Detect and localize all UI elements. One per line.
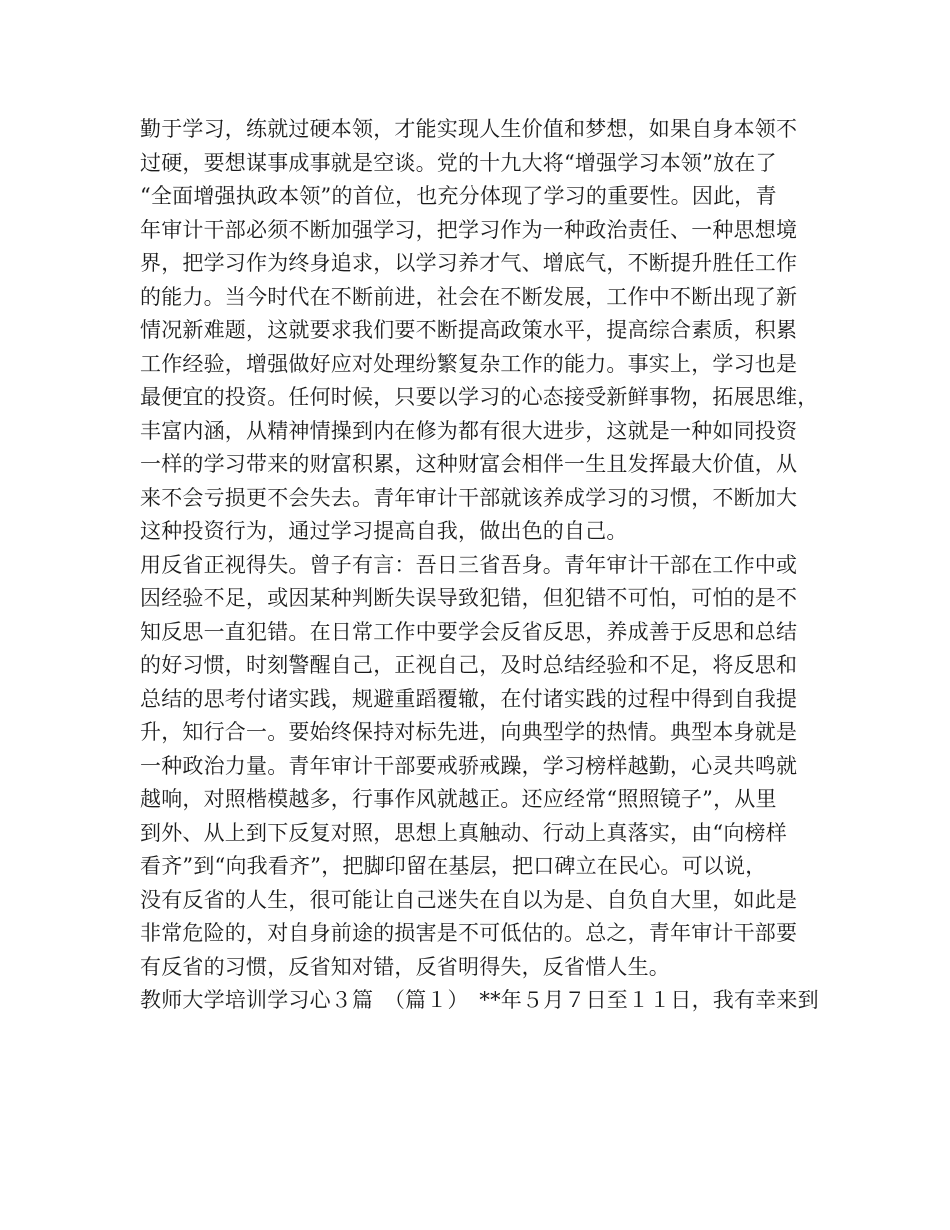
text-line: 非常危险的，对自身前途的损害是不可低估的。总之，青年审计干部要	[140, 921, 798, 945]
text-line: 知反思一直犯错。在日常工作中要学会反省反思，养成善于反思和总结	[140, 619, 798, 644]
text-line: 没有反省的人生，很可能让自己迷失在自以为是、自负自大里，如此是	[140, 887, 798, 912]
text-line: 的能力。当今时代在不断前进，社会在不断发展，工作中不断出现了新	[140, 284, 798, 309]
body-text	[140, 113, 820, 1018]
text-line: 一样的学习带来的财富积累，这种财富会相伴一生且发挥最大价值，从	[140, 452, 798, 476]
text-line: 一种政治力量。青年审计干部要戒骄戒躁，学习榜样越勤，心灵共鸣就	[140, 753, 798, 778]
text-line: 总结的思考付诸实践，规避重蹈覆辙，在付诸实践的过程中得到自我提	[140, 686, 798, 711]
text-line: “全面增强执政本领”的首位，也充分体现了学习的重要性。因此，青	[140, 184, 777, 208]
text-line: 工作经验，增强做好应对处理纷繁复杂工作的能力。事实上，学习也是	[140, 351, 798, 376]
text-line: 勤于学习，练就过硬本领，才能实现人生价值和梦想，如果自身本领不	[140, 117, 798, 141]
text-line: 升，知行合一。要始终保持对标先进，向典型学的热情。典型本身就是	[140, 720, 798, 744]
text-line: 来不会亏损更不会失去。青年审计干部就该养成学习的习惯，不断加大	[140, 485, 798, 510]
text-line: 最便宜的投资。任何时候，只要以学习的心态接受新鲜事物，拓展思维，	[140, 385, 819, 409]
text-line: 丰富内涵，从精神情操到内在修为都有很大进步，这就是一种如同投资	[140, 418, 798, 443]
text-line: 因经验不足，或因某种判断失误导致犯错，但犯错不可怕，可怕的是不	[140, 586, 798, 610]
text-line: 情况新难题，这就要求我们要不断提高政策水平，提高综合素质，积累	[140, 318, 798, 342]
text-line: 越响，对照楷模越多，行事作风就越正。还应经常“照照镜子”，从里	[140, 787, 777, 811]
text-line: 到外、从上到下反复对照，思想上真触动、行动上真落实，由“向榜样	[140, 820, 787, 845]
text-line: 的好习惯，时刻警醒自己，正视自己，及时总结经验和不足，将反思和	[140, 653, 798, 677]
text-line: 教师大学培训学习心３篇 （篇１） **年５月７日至１１日，我有幸来到	[140, 988, 819, 1012]
text-line: 有反省的习惯，反省知对错，反省明得失，反省惜人生。	[140, 954, 670, 979]
text-line: 看齐”到“向我看齐”，把脚印留在基层，把口碑立在民心。可以说，	[140, 854, 767, 878]
text-line: 年审计干部必须不断加强学习，把学习作为一种政治责任、一种思想境	[140, 217, 798, 242]
text-line: 界，把学习作为终身追求，以学习养才气、增底气，不断提升胜任工作	[140, 251, 798, 275]
text-line: 过硬，要想谋事成事就是空谈。党的十九大将“增强学习本领”放在了	[140, 150, 777, 175]
text-line: 用反省正视得失。曾子有言：吾日三省吾身。青年审计干部在工作中或	[140, 552, 798, 577]
text-line: 这种投资行为，通过学习提高自我，做出色的自己。	[140, 519, 628, 543]
